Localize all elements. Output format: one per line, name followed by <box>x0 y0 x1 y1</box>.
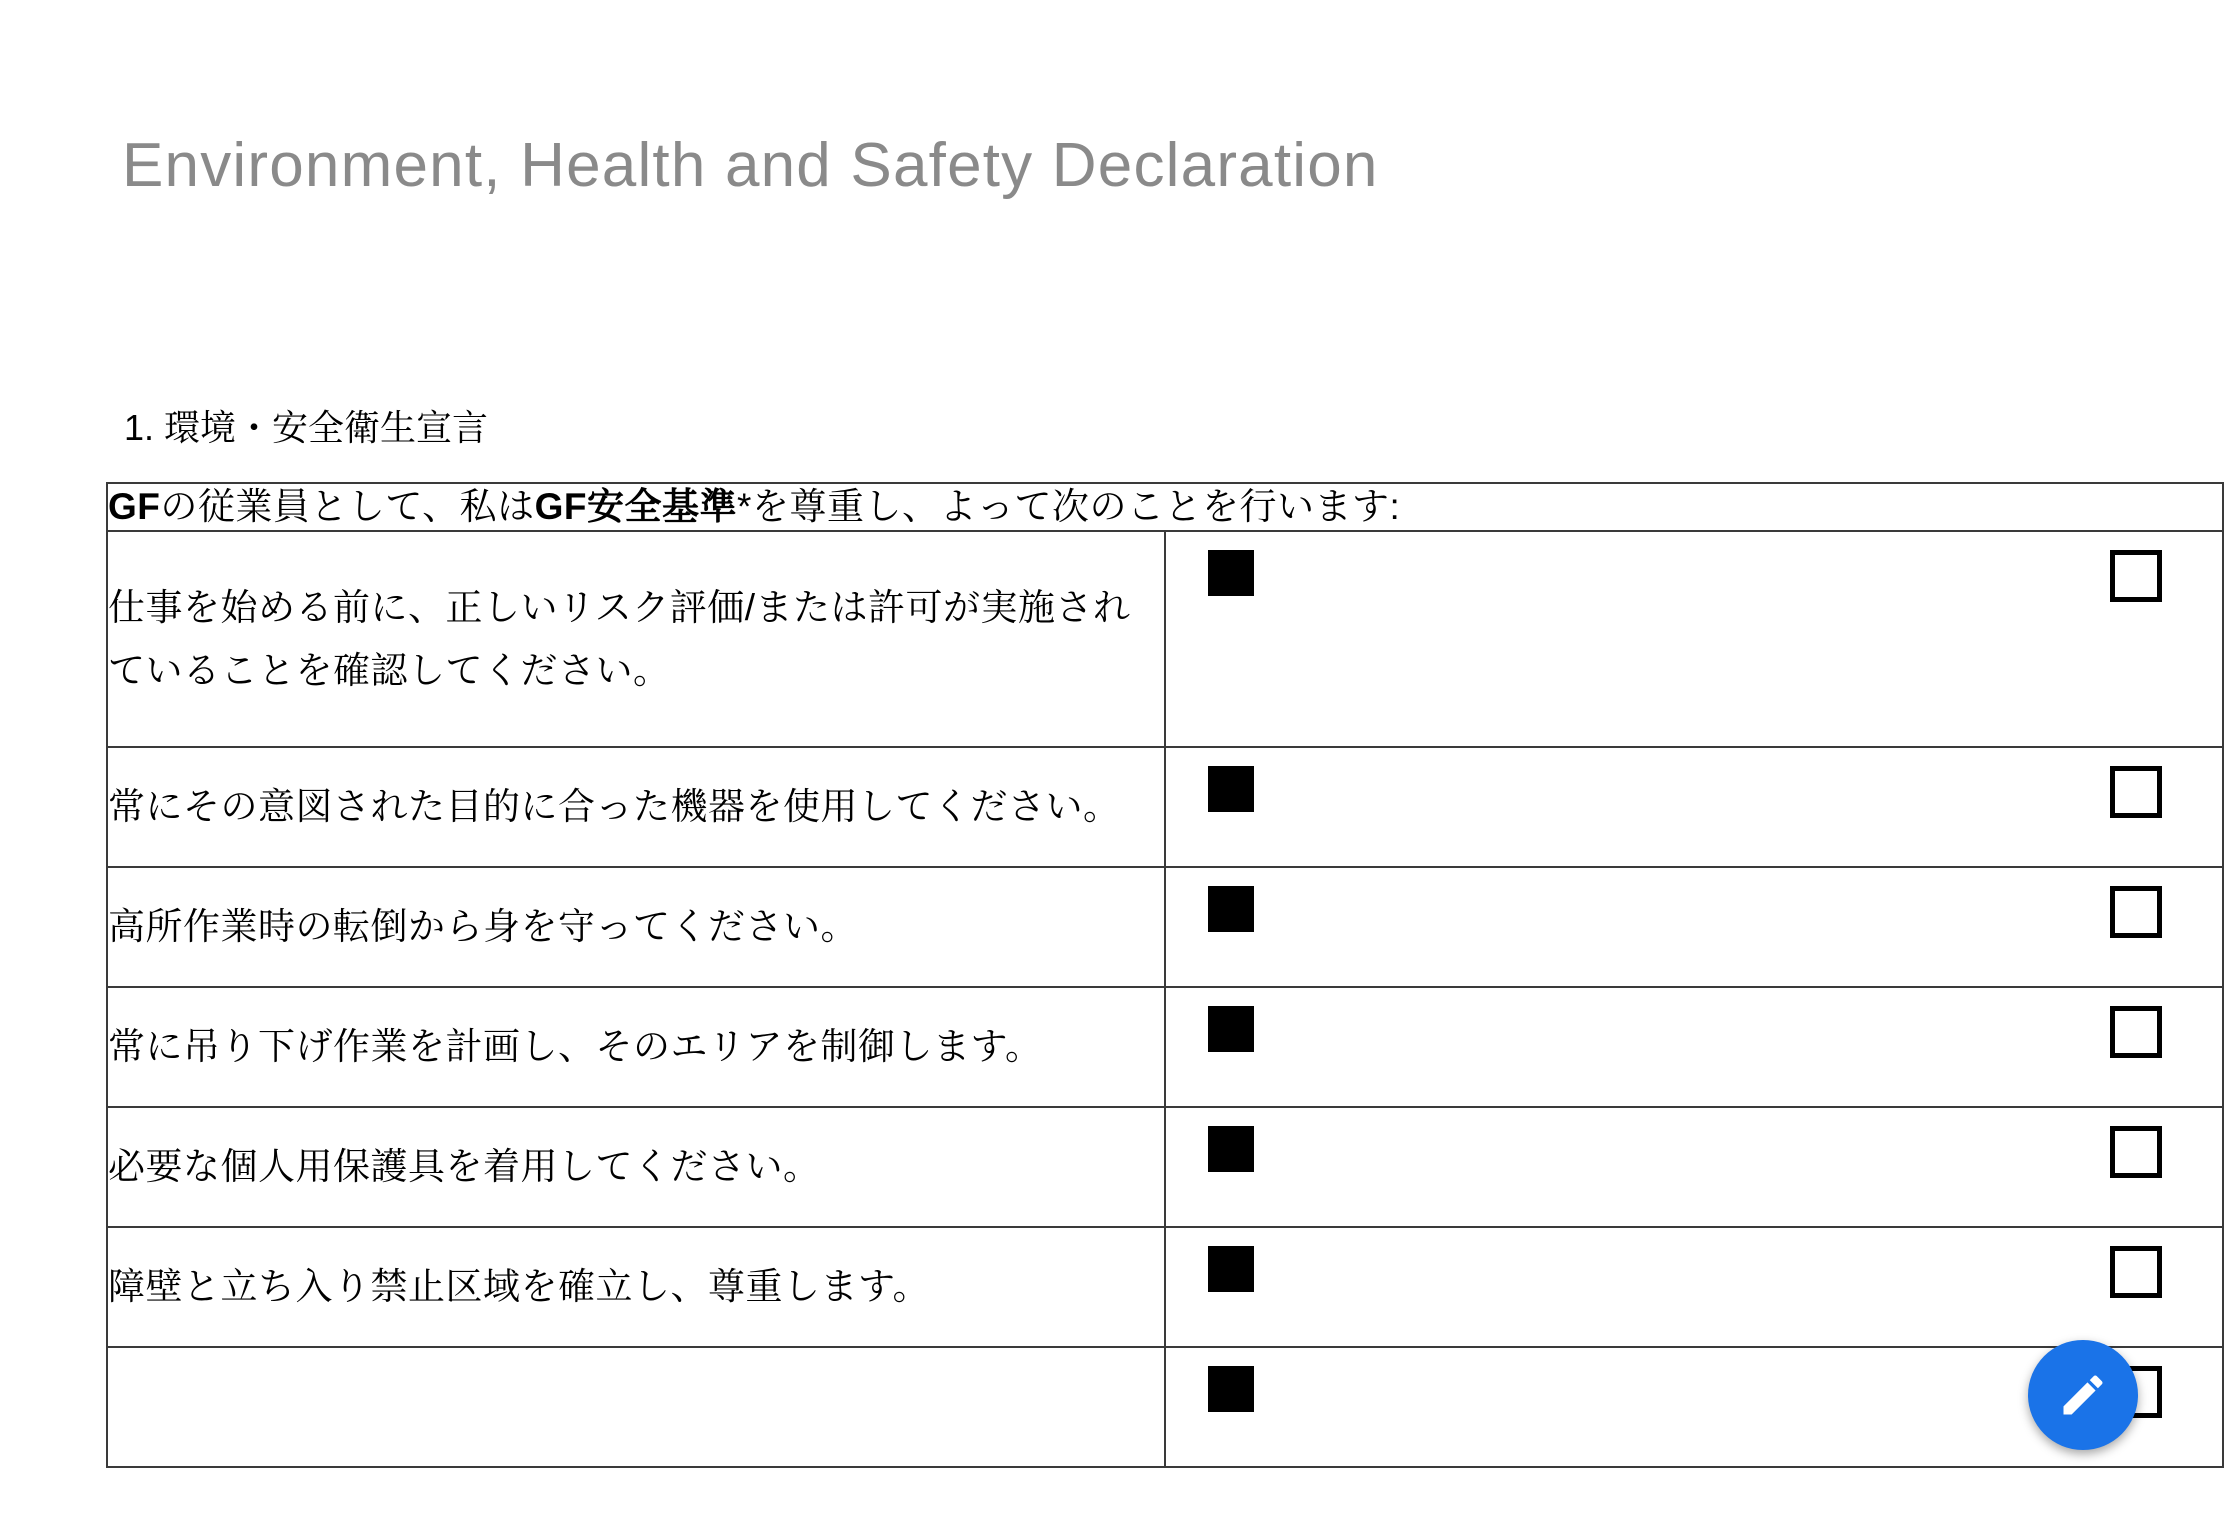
mark-cell[interactable] <box>1165 747 2223 867</box>
mark-cell[interactable] <box>1165 1227 2223 1347</box>
checkbox-filled-icon[interactable] <box>1208 1366 1254 1412</box>
checkbox-filled-icon[interactable] <box>1208 766 1254 812</box>
statement-cell <box>107 1347 1165 1467</box>
table-row <box>107 1347 2223 1467</box>
pencil-icon <box>2057 1369 2109 1421</box>
checkbox-empty-icon[interactable] <box>2110 1246 2162 1298</box>
mark-inner <box>1166 868 2222 986</box>
mark-inner <box>1166 748 2222 866</box>
edit-fab-button[interactable] <box>2028 1340 2138 1450</box>
checkbox-empty-icon[interactable] <box>2110 550 2162 602</box>
checkbox-empty-icon[interactable] <box>2110 766 2162 818</box>
mark-inner <box>1166 988 2222 1106</box>
checkbox-empty-icon[interactable] <box>2110 1126 2162 1178</box>
checkbox-filled-icon[interactable] <box>1208 886 1254 932</box>
checkbox-filled-icon[interactable] <box>1208 1246 1254 1292</box>
table-row <box>107 531 2223 747</box>
declaration-table-body <box>107 483 2223 1467</box>
statement-cell: 常にその意図された目的に合った機器を使用してください。 <box>107 747 1165 867</box>
mark-cell[interactable] <box>1165 987 2223 1107</box>
intro-text: GFの従業員として、私はGF安全基準*を尊重し、よって次のことを行います: <box>107 483 2223 531</box>
declaration-table-wrap <box>106 482 2224 1468</box>
page-title: Environment, Health and Safety Declaration <box>122 131 1379 200</box>
table-row <box>107 987 2223 1107</box>
mark-cell[interactable] <box>1165 531 2223 747</box>
checkbox-filled-icon[interactable] <box>1208 550 1254 596</box>
statement-cell: 常に吊り下げ作業を計画し、そのエリアを制御します。 <box>107 987 1165 1107</box>
statement-cell: 仕事を始める前に、正しいリスク評価/または許可が実施されていることを確認してください。 <box>107 531 1165 747</box>
mark-inner <box>1166 532 2222 746</box>
section-heading: 1. 環境・安全衛生宣言 <box>124 407 489 448</box>
statement-cell: 高所作業時の転倒から身を守ってください。 <box>107 867 1165 987</box>
declaration-table <box>106 482 2224 1468</box>
checkbox-empty-icon[interactable] <box>2110 886 2162 938</box>
mark-cell[interactable] <box>1165 1107 2223 1227</box>
table-row <box>107 747 2223 867</box>
checkbox-filled-icon[interactable] <box>1208 1126 1254 1172</box>
mark-inner <box>1166 1228 2222 1346</box>
statement-cell: 必要な個人用保護具を着用してください。 <box>107 1107 1165 1227</box>
checkbox-filled-icon[interactable] <box>1208 1006 1254 1052</box>
checkbox-empty-icon[interactable] <box>2110 1006 2162 1058</box>
table-row <box>107 1107 2223 1227</box>
table-row <box>107 867 2223 987</box>
table-row <box>107 1227 2223 1347</box>
table-row-intro <box>107 483 2223 531</box>
statement-cell: 障壁と立ち入り禁止区域を確立し、尊重します。 <box>107 1227 1165 1347</box>
mark-inner <box>1166 1108 2222 1226</box>
mark-cell[interactable] <box>1165 867 2223 987</box>
